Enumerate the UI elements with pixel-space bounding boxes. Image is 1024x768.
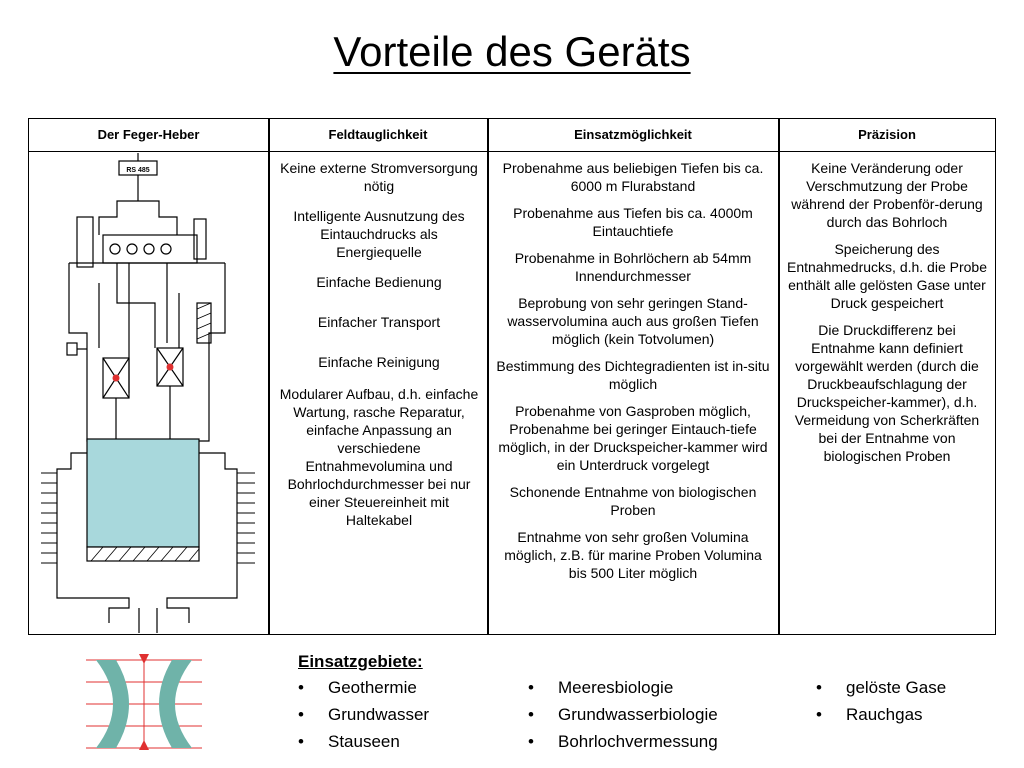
list-item: • Rauchgas xyxy=(816,705,923,724)
feldtauglichkeit-column xyxy=(277,159,481,541)
list-item: • Grundwasser xyxy=(298,705,430,724)
bullet-icon: • xyxy=(298,705,304,724)
header-feger-heber: Der Feger-Heber xyxy=(97,127,200,142)
list-item: Keine externe Stromversorgung nötig xyxy=(280,160,478,194)
list-item: Schonende Entnahme von biologischen Proben xyxy=(509,484,757,518)
bullet-icon: • xyxy=(528,732,534,751)
list-item: Beprobung von sehr geringen Stand-wasservolumina auch aus großen Tiefen möglich (kein Totvolumen) xyxy=(507,295,759,347)
list-item: Einfache Reinigung xyxy=(318,354,440,370)
list-item: Bestimmung des Dichtegradienten ist in-situ möglich xyxy=(496,358,770,392)
list-item: Probenahme aus beliebigen Tiefen bis ca. 6000 m Flurabstand xyxy=(502,160,764,194)
table-header-row xyxy=(29,119,995,152)
page-title: Vorteile des Geräts xyxy=(333,28,691,75)
bullet-icon: • xyxy=(528,678,534,697)
list-item: Probenahme von Gasproben möglich, Probenahme bei geringer Eintauch-tiefe möglich, in der Druckspeicher-kammer wird ein Unterdruck vorgelegt xyxy=(498,403,768,473)
list-item: • Bohrlochvermessung xyxy=(528,732,718,751)
device-drawing xyxy=(29,153,267,633)
borehole-diagram xyxy=(86,652,202,752)
comparison-table xyxy=(28,118,996,635)
bullet-icon: • xyxy=(528,705,534,724)
bullet-icon: • xyxy=(298,678,304,697)
list-item: • Grundwasserbiologie xyxy=(528,705,718,724)
header-praezision: Präzision xyxy=(858,127,916,142)
areas-heading: Einsatzgebiete: xyxy=(298,652,423,671)
list-item: Die Druckdifferenz bei Entnahme kann definiert vorgewählt werden (durch die Druckbeaufschlagung der Druckspeicher-kammer), d.h. Vermeidung von Scherkräften bei der Entnahme von biologischen Proben xyxy=(794,322,980,464)
device-label: RS 485 xyxy=(126,167,150,174)
bullet-icon: • xyxy=(816,678,822,697)
list-item: Einfacher Transport xyxy=(317,314,441,330)
list-item: • Meeresbiologie xyxy=(528,678,674,697)
einsatzmoeglichkeit-column xyxy=(495,159,771,591)
bullet-icon: • xyxy=(298,732,304,751)
list-item: • gelöste Gase xyxy=(816,678,947,697)
column-divider xyxy=(487,119,489,634)
list-item: • Geothermie xyxy=(298,678,417,697)
column-divider xyxy=(268,119,270,634)
list-item: Modularer Aufbau, d.h. einfache Wartung, rasche Reparatur, einfache Anpassung an verschiedene Entnahmevolumina und Bohrlochdurchmesser bei nur einer Steuereinheit mit Haltekabel xyxy=(279,386,479,528)
bullet-icon: • xyxy=(816,705,822,724)
list-item: Keine Veränderung oder Verschmutzung der Probe während der Probenför-derung durch das Bohrloch xyxy=(791,160,983,230)
praezision-column xyxy=(786,159,988,474)
list-item: Probenahme in Bohrlöchern ab 54mm Innendurchmesser xyxy=(514,250,752,284)
column-divider xyxy=(778,119,780,634)
areas-list-2 xyxy=(528,677,718,758)
header-feldtauglichkeit: Feldtauglichkeit xyxy=(328,127,428,142)
list-item: Intelligente Ausnutzung des Eintauchdrucks als Energiequelle xyxy=(293,208,465,260)
areas-list-3 xyxy=(816,677,946,731)
areas-list-1 xyxy=(298,677,429,758)
list-item: Einfache Bedienung xyxy=(316,274,442,290)
list-item: Entnahme von sehr großen Volumina möglich, z.B. für marine Proben Volumina bis 500 Liter möglich xyxy=(504,529,762,581)
header-einsatzmoeglichkeit: Einsatzmöglichkeit xyxy=(574,127,692,142)
list-item: Probenahme aus Tiefen bis ca. 4000m Eintauchtiefe xyxy=(513,205,753,239)
list-item: Speicherung des Entnahmedrucks, d.h. die Probe enthält alle gelösten Gase unter Druck gespeichert xyxy=(786,241,987,311)
list-item: • Stauseen xyxy=(298,732,400,751)
